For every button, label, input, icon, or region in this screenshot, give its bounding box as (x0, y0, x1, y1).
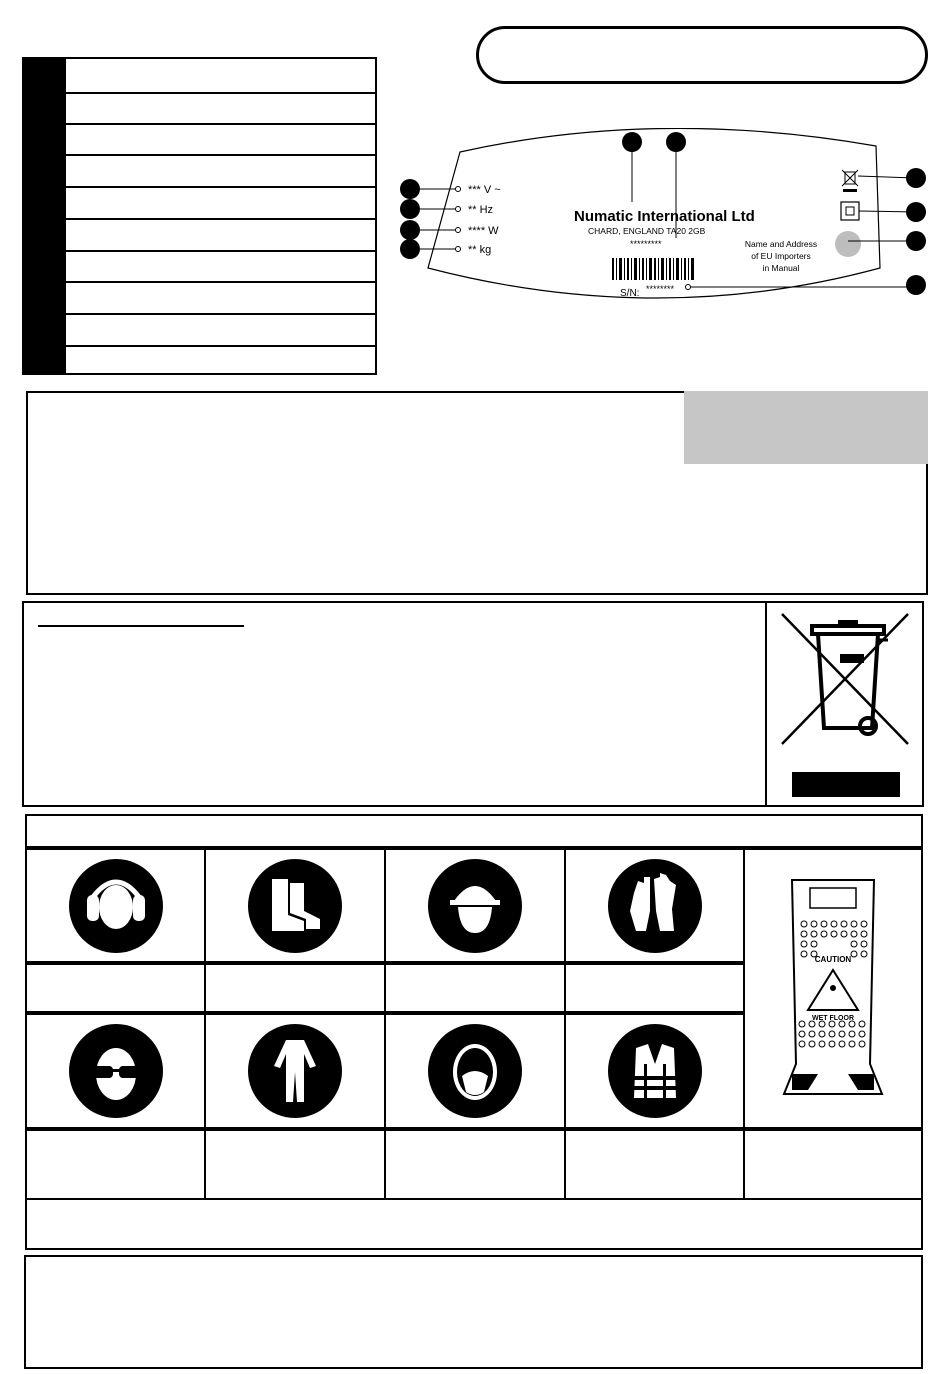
ppe-label-cell (25, 963, 206, 1013)
callout-marker (400, 179, 420, 199)
ppe-label-cell (384, 1129, 566, 1200)
caution-text: CAUTION (814, 954, 852, 964)
power-text: **** W (468, 225, 499, 237)
ppe-label-cell (384, 963, 566, 1013)
weee-heading-underline (38, 625, 244, 627)
gloves-icon (608, 859, 702, 953)
ppe-cell (204, 1013, 386, 1129)
serial-label: S/N: (620, 288, 640, 299)
title-box (476, 26, 928, 84)
callout-marker (400, 239, 420, 259)
info-grey-panel (684, 391, 928, 464)
ppe-label-cell (564, 1129, 745, 1200)
spec-row (66, 92, 375, 125)
spec-row (66, 250, 375, 283)
overalls-icon (248, 1024, 342, 1118)
spec-row (66, 123, 375, 156)
spec-row (66, 218, 375, 252)
safety-boots-icon (248, 859, 342, 953)
wet-floor-text: WET FLOOR (812, 1014, 854, 1022)
spec-table (22, 57, 377, 375)
face-mask-icon (428, 1024, 522, 1118)
weight-text: ** kg (468, 244, 492, 256)
ear-protection-icon (69, 859, 163, 953)
weee-divider (765, 601, 767, 807)
frequency-text: ** Hz (468, 204, 494, 216)
weee-bin-icon (778, 610, 914, 750)
spec-row (66, 281, 375, 315)
ppe-header (25, 814, 923, 848)
ppe-label-cell (564, 963, 745, 1013)
ppe-cell (564, 848, 745, 963)
wet-floor-sign-cell (743, 848, 923, 1129)
barcode (612, 258, 694, 280)
callout-marker (400, 220, 420, 240)
company-name: Numatic International Ltd (574, 208, 755, 225)
head-protection-icon (428, 859, 522, 953)
ppe-label-cell (204, 1129, 386, 1200)
importer-line-2: of EU Importers (751, 251, 811, 261)
callout-marker (622, 132, 642, 152)
ppe-cell (384, 848, 566, 963)
ppe-cell (384, 1013, 566, 1129)
ppe-cell (564, 1013, 745, 1129)
ppe-label-cell (204, 963, 386, 1013)
weee-bin-small-icon (842, 170, 858, 192)
voltage-text: *** V ~ (468, 184, 501, 196)
callout-marker (400, 199, 420, 219)
serial-value: ******** (646, 284, 675, 294)
ppe-cell (204, 848, 386, 963)
spec-row (66, 59, 375, 94)
callout-marker (906, 202, 926, 222)
ppe-label-cell (25, 1129, 206, 1200)
ppe-cell (25, 848, 206, 963)
callout-marker (906, 168, 926, 188)
class-ii-icon (841, 202, 859, 220)
rating-plate (398, 128, 930, 318)
ppe-label-cell (743, 1129, 923, 1200)
importer-line-3: in Manual (762, 263, 800, 273)
spec-row (66, 154, 375, 188)
wet-floor-sign-icon (778, 874, 888, 1104)
spec-row (66, 313, 375, 347)
callout-marker (906, 275, 926, 295)
spec-row (66, 186, 375, 220)
callout-marker (666, 132, 686, 152)
conformity-mark (835, 231, 861, 257)
hi-vis-vest-icon (608, 1024, 702, 1118)
company-address: CHARD, ENGLAND TA20 2GB (588, 226, 706, 236)
spec-index-column (24, 59, 66, 373)
importer-line-1: Name and Address (744, 239, 818, 249)
callout-marker (906, 231, 926, 251)
part-code: ********* (630, 239, 662, 249)
eye-protection-icon (69, 1024, 163, 1118)
bottom-box (24, 1255, 923, 1369)
ppe-cell (25, 1013, 206, 1129)
weee-black-bar (792, 772, 900, 797)
ppe-footer-note (25, 1198, 923, 1250)
